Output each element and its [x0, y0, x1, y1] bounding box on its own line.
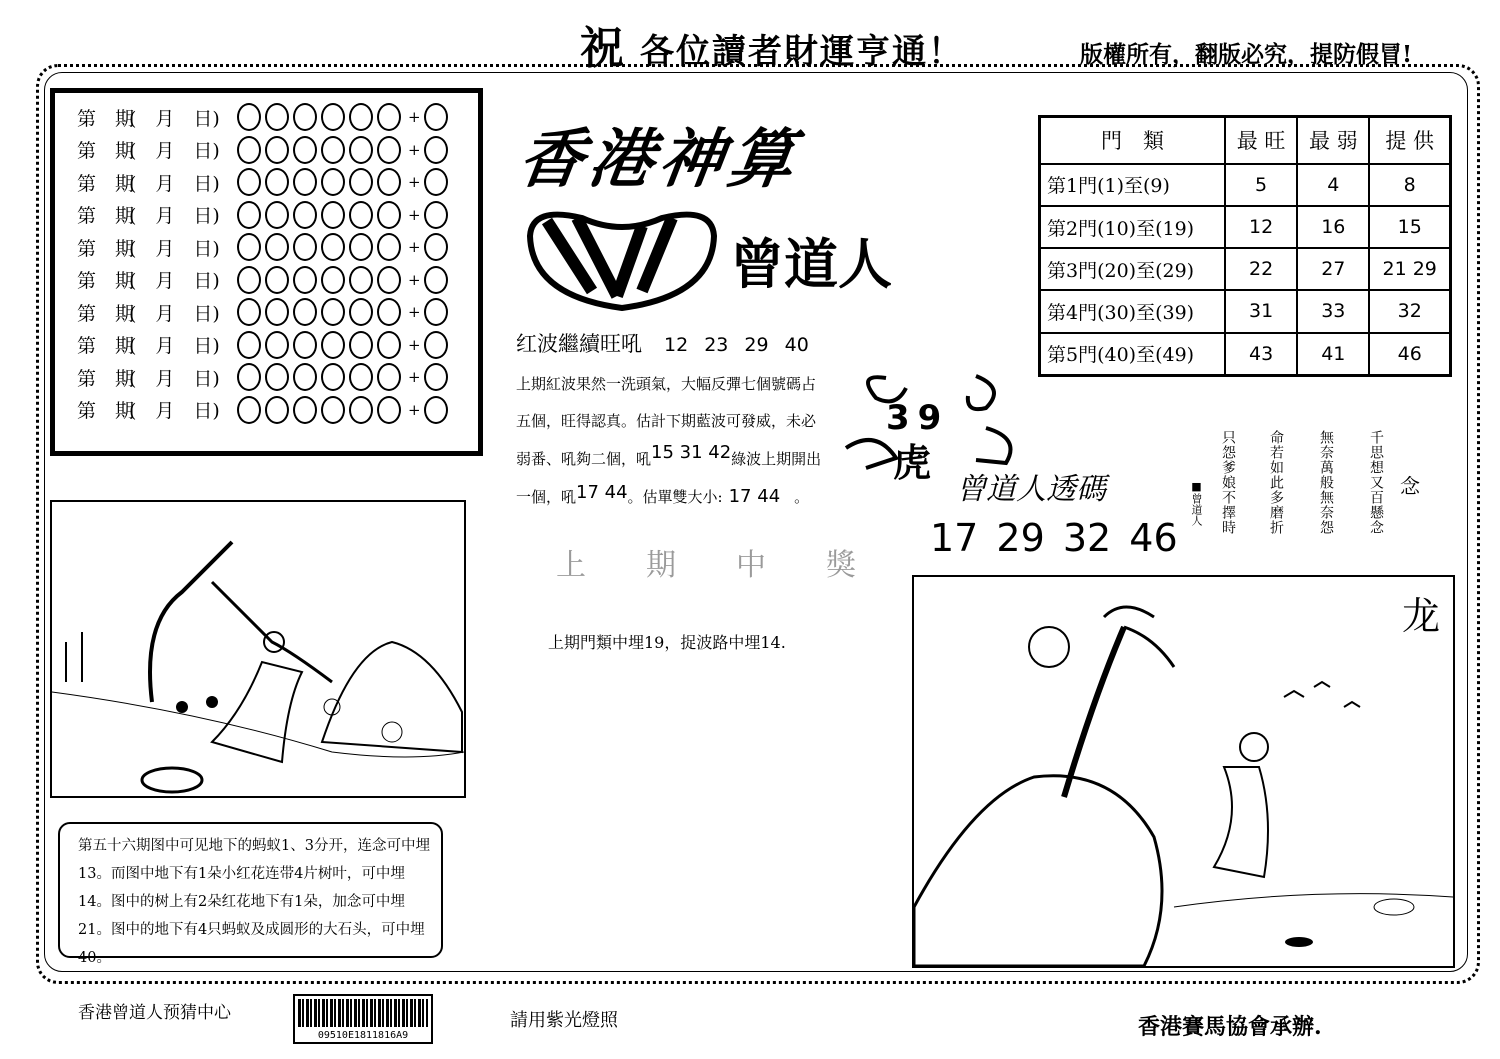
period-label: 第 期 — [77, 140, 135, 162]
number-circle — [349, 103, 373, 131]
commentary-line-4b: 。估單雙大小: — [627, 488, 723, 506]
man-and-palm-illustration-icon — [914, 577, 1453, 966]
blessing-text: 各位讀者財運亨通！ — [640, 32, 964, 72]
plus-sign: + — [408, 140, 421, 159]
number-circle — [349, 201, 373, 229]
table-row — [1040, 164, 1451, 206]
number-circle — [321, 396, 345, 424]
door-table-header — [1040, 117, 1451, 164]
scene-illustration — [912, 575, 1455, 968]
number-circle — [349, 233, 373, 261]
plus-sign: + — [408, 173, 421, 191]
table-row — [1040, 206, 1451, 248]
number-circle — [237, 363, 261, 391]
door-table — [1038, 115, 1452, 377]
special-number-circle — [424, 363, 448, 391]
period-label: 第 期 — [77, 400, 135, 422]
door-cell: 第3門(20)至(29) — [1040, 248, 1226, 290]
draw-grid-row — [77, 361, 452, 393]
number-circle — [377, 331, 401, 359]
number-circle — [349, 168, 373, 196]
uv-light-notice: 請用紫光燈照 — [510, 1010, 618, 1031]
max-cell: 22 — [1225, 248, 1297, 290]
header-min: 最 弱 — [1297, 117, 1369, 164]
number-circle — [377, 363, 401, 391]
zodiac-number: 39 — [886, 398, 950, 438]
number-circle — [377, 168, 401, 196]
draw-grid-row — [77, 134, 452, 166]
min-cell: 16 — [1297, 206, 1369, 248]
draw-record-grid — [50, 88, 483, 456]
period-label: 第 期 — [77, 335, 135, 357]
max-cell: 12 — [1225, 206, 1297, 248]
table-row — [1040, 248, 1451, 290]
plus-sign: + — [408, 108, 421, 126]
plus-sign: + — [408, 335, 421, 354]
period-label: 第 期 — [77, 107, 135, 130]
number-circle — [265, 136, 289, 164]
publisher-name: 香港曾道人预猜中心 — [78, 1003, 231, 1023]
barcode — [293, 994, 433, 1044]
special-number-circle — [424, 298, 448, 326]
period-label: 第 期 — [77, 172, 135, 195]
number-circle — [321, 233, 345, 261]
number-circle — [237, 103, 261, 131]
number-circle — [265, 298, 289, 326]
number-circle — [265, 266, 289, 294]
copyright-notice: 版權所有，翻版必究，提防假冒! — [1080, 41, 1413, 68]
organizer-notice: 香港賽馬協會承辦. — [1138, 1014, 1322, 1040]
period-label: 第 期 — [77, 367, 135, 390]
period-label: 第 期 — [77, 205, 135, 227]
number-circle — [265, 168, 289, 196]
table-row — [1040, 333, 1451, 376]
date-label: ( 月 日) — [129, 335, 220, 357]
number-circle — [265, 331, 289, 359]
subtitle: 曾道人 — [730, 232, 892, 296]
period-label: 第 期 — [77, 302, 135, 325]
commentary-line-4a: 一個，吼 — [516, 488, 577, 506]
number-circle — [293, 103, 317, 131]
min-cell: 27 — [1297, 248, 1369, 290]
number-circle — [237, 201, 261, 229]
number-circle — [237, 298, 261, 326]
woman-with-tree-illustration-icon — [52, 502, 464, 796]
poem-title: 念 — [1400, 474, 1420, 498]
plus-sign: + — [408, 303, 421, 321]
max-cell: 43 — [1225, 333, 1297, 376]
special-number-circle — [424, 233, 448, 261]
provide-cell: 46 — [1369, 333, 1450, 376]
draw-grid-row — [77, 101, 452, 133]
number-circle — [377, 266, 401, 294]
header-max: 最 旺 — [1225, 117, 1297, 164]
date-label: ( 月 日) — [129, 367, 220, 390]
commentary-line-3-numbers: 15 31 42 — [651, 442, 732, 463]
hint-explanation: 第五十六期图中可见地下的蚂蚁1、3分开，连念可中埋13。而图中地下有1朵小红花连带4片树叶，可中埋14。图中的树上有2朵红花地下有1朵，加念可中埋21。图中的地下有4只蚂蚁及成圆形的大石头，可中埋40。 — [58, 822, 443, 958]
date-label: ( 月 日) — [129, 302, 220, 325]
number-circle — [293, 363, 317, 391]
date-label: ( 月 日) — [129, 107, 220, 130]
hint-illustration — [50, 500, 466, 798]
number-circle — [265, 201, 289, 229]
poem-signature: ■曾道人 — [1190, 480, 1203, 526]
date-label: ( 月 日) — [129, 237, 220, 260]
max-cell: 5 — [1225, 164, 1297, 206]
special-number-circle — [424, 266, 448, 294]
commentary-line-4 — [516, 478, 846, 516]
reveal-numbers: 17 29 32 46 — [930, 516, 1178, 560]
barcode-number: 09510E1811816A9 — [317, 1030, 409, 1041]
number-circle — [321, 136, 345, 164]
number-circle — [293, 136, 317, 164]
provide-cell: 15 — [1369, 206, 1450, 248]
table-row — [1040, 290, 1451, 332]
door-cell: 第5門(40)至(49) — [1040, 333, 1226, 376]
commentary-line-1: 上期紅波果然一洗頭氣，大幅反彈七個號碼占 — [516, 375, 817, 393]
plus-sign: + — [408, 205, 421, 224]
draw-grid-row — [77, 394, 452, 426]
special-number-circle — [424, 201, 448, 229]
red-wave-label: 红波繼續旺吼 — [516, 332, 642, 356]
door-cell: 第4門(30)至(39) — [1040, 290, 1226, 332]
number-circle — [293, 298, 317, 326]
min-cell: 4 — [1297, 164, 1369, 206]
draw-grid-row — [77, 199, 452, 231]
poem-line-1: 千思想又百懸念 — [1368, 430, 1384, 535]
door-cell: 第2門(10)至(19) — [1040, 206, 1226, 248]
number-circle — [349, 136, 373, 164]
number-circle — [349, 363, 373, 391]
door-cell: 第1門(1)至(9) — [1040, 164, 1226, 206]
header-door: 門 類 — [1040, 117, 1226, 164]
provide-cell: 8 — [1369, 164, 1450, 206]
number-circle — [293, 331, 317, 359]
header-provide: 提 供 — [1369, 117, 1450, 164]
barcode-bars-icon — [298, 999, 428, 1027]
number-circle — [265, 396, 289, 424]
zodiac-name: 虎 — [893, 440, 932, 485]
red-wave-numbers: 12 23 29 40 — [664, 334, 809, 356]
draw-grid-row — [77, 166, 452, 198]
plus-sign: + — [408, 400, 421, 419]
ingot-logo-icon — [522, 196, 722, 314]
draw-grid-row — [77, 329, 452, 361]
date-label: ( 月 日) — [129, 270, 220, 292]
commentary-line-3b: 綠波上期開出 — [731, 450, 822, 468]
number-circle — [237, 331, 261, 359]
number-circle — [349, 331, 373, 359]
special-number-circle — [424, 396, 448, 424]
date-label: ( 月 日) — [129, 205, 220, 227]
last-hit-stamp: 上期中獎 — [556, 548, 916, 583]
number-circle — [293, 168, 317, 196]
plus-sign: + — [408, 238, 421, 256]
poem-line-2: 無奈萬般無奈怨 — [1318, 430, 1334, 535]
number-circle — [321, 331, 345, 359]
special-number-circle — [424, 103, 448, 131]
special-number-circle — [424, 331, 448, 359]
number-circle — [321, 168, 345, 196]
number-circle — [377, 136, 401, 164]
max-cell: 31 — [1225, 290, 1297, 332]
special-number-circle — [424, 168, 448, 196]
provide-cell: 21 29 — [1369, 248, 1450, 290]
number-circle — [377, 396, 401, 424]
reveal-label: 曾道人透碼 — [956, 472, 1106, 507]
number-circle — [293, 266, 317, 294]
number-circle — [293, 396, 317, 424]
number-circle — [377, 201, 401, 229]
number-circle — [237, 136, 261, 164]
number-circle — [321, 298, 345, 326]
number-circle — [237, 233, 261, 261]
period-label: 第 期 — [77, 270, 135, 292]
min-cell: 33 — [1297, 290, 1369, 332]
commentary-line-2: 五個，旺得認真。估計下期藍波可發威，未必 — [516, 412, 817, 430]
number-circle — [349, 266, 373, 294]
number-circle — [321, 201, 345, 229]
number-circle — [265, 233, 289, 261]
red-wave-line — [516, 328, 809, 358]
poem-line-4: 只怨爹娘不擇時 — [1220, 430, 1236, 535]
commentary-line-4-numbers-2: 17 44 — [728, 486, 781, 507]
draw-grid-row — [77, 231, 452, 263]
plus-sign: + — [408, 368, 421, 386]
special-number-circle — [424, 136, 448, 164]
number-circle — [265, 103, 289, 131]
date-label: ( 月 日) — [129, 140, 220, 162]
commentary-line-3a: 弱番、吼夠二個，吼 — [516, 450, 652, 468]
number-circle — [321, 266, 345, 294]
plus-sign: + — [408, 270, 421, 289]
number-circle — [265, 363, 289, 391]
number-circle — [349, 298, 373, 326]
number-circle — [237, 396, 261, 424]
last-door-result: 上期門類中埋19，捉波路中埋14. — [548, 633, 786, 652]
number-circle — [321, 363, 345, 391]
date-label: ( 月 日) — [129, 400, 220, 422]
commentary-line-4-end: 。 — [794, 488, 810, 506]
min-cell: 41 — [1297, 333, 1369, 376]
date-label: ( 月 日) — [129, 172, 220, 195]
number-circle — [321, 103, 345, 131]
draw-grid-row — [77, 264, 452, 296]
number-circle — [377, 103, 401, 131]
poem-line-3: 命若如此多磨折 — [1268, 430, 1284, 535]
number-circle — [293, 201, 317, 229]
provide-cell: 32 — [1369, 290, 1450, 332]
commentary-line-4-numbers: 17 44 — [576, 482, 628, 503]
picture-zodiac-label: 龙 — [1402, 594, 1441, 638]
number-circle — [237, 266, 261, 294]
page-title: 香港神算 — [513, 122, 805, 197]
blessing-char: 祝 — [580, 23, 626, 74]
period-label: 第 期 — [77, 237, 135, 260]
number-circle — [293, 233, 317, 261]
number-circle — [377, 298, 401, 326]
number-circle — [377, 233, 401, 261]
commentary-line-3 — [516, 440, 846, 478]
number-circle — [237, 168, 261, 196]
number-circle — [349, 396, 373, 424]
draw-grid-row — [77, 296, 452, 328]
